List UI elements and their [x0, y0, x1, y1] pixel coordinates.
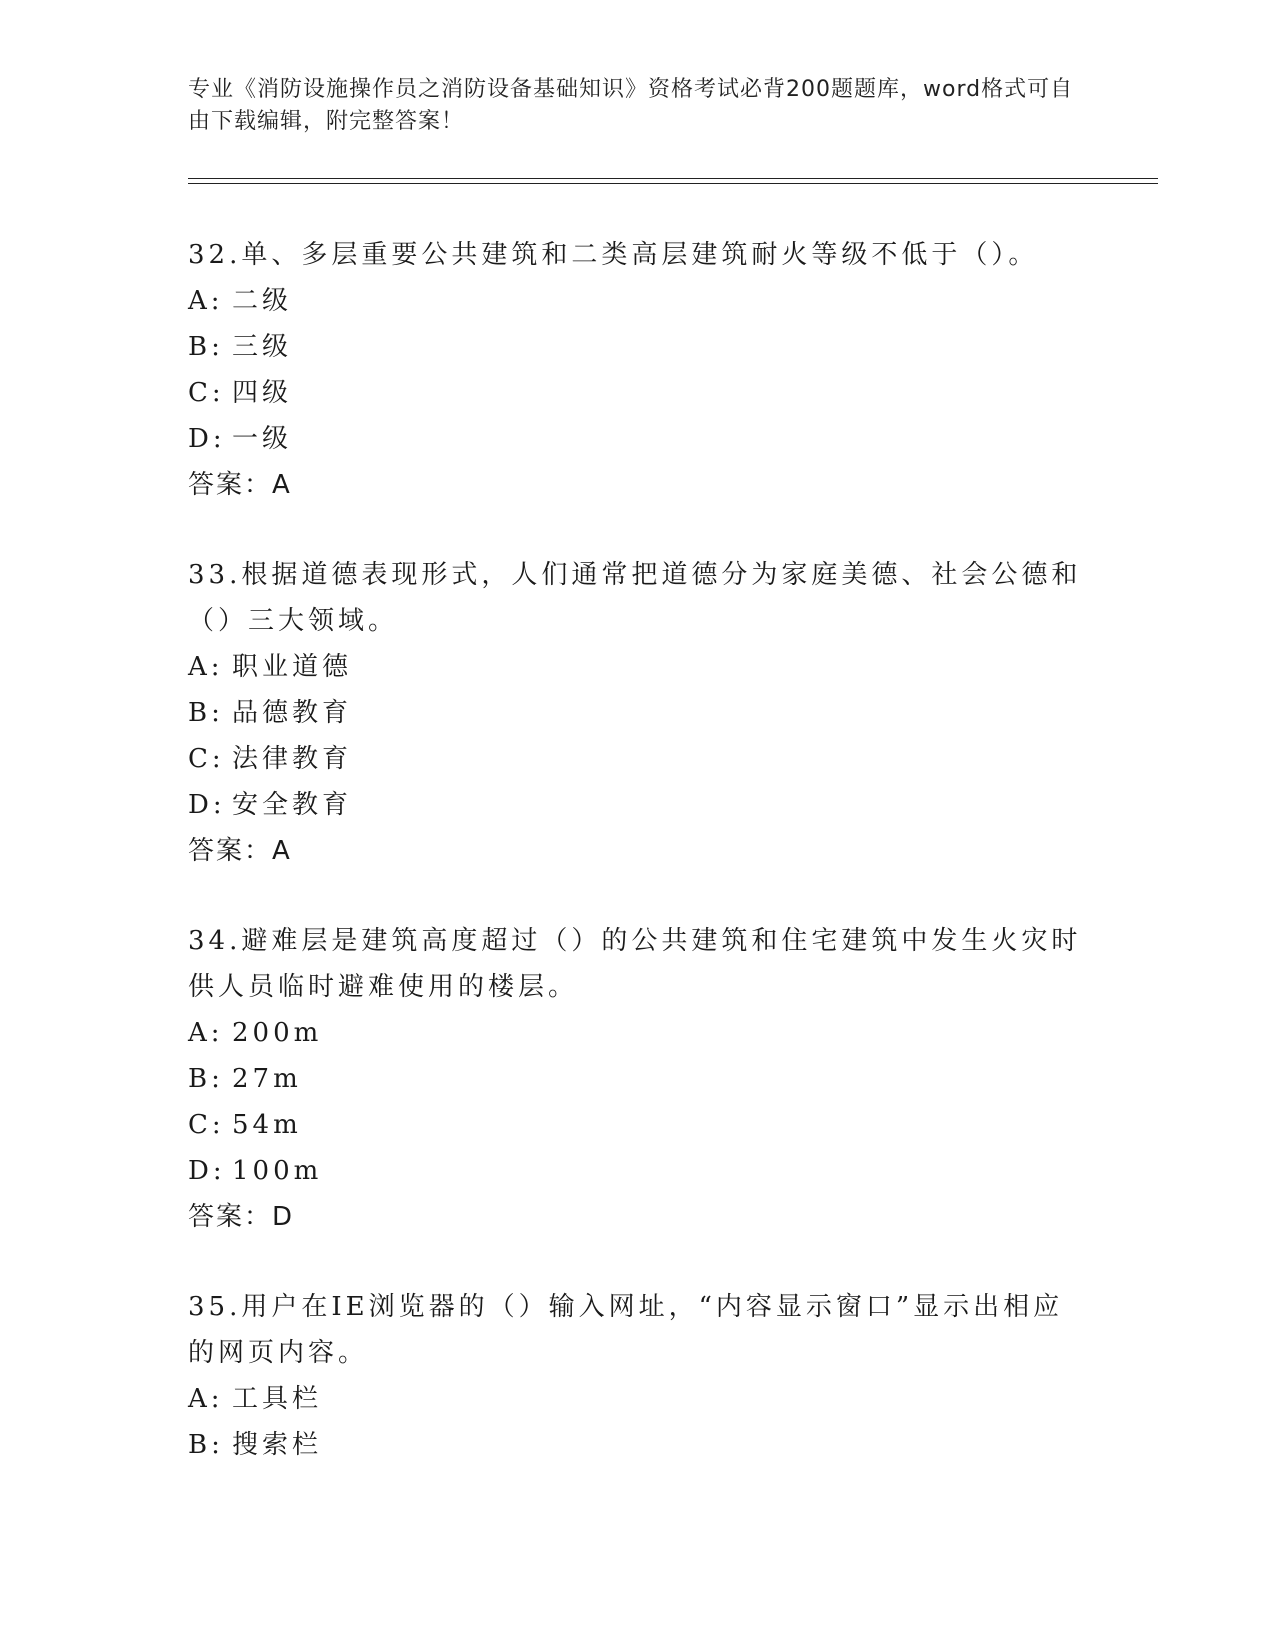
option-letter: B: [188, 1430, 224, 1460]
question-stem: 32.单、多层重要公共建筑和二类高层建筑耐火等级不低于（）。 [188, 240, 1039, 270]
option-a [188, 278, 1088, 324]
option-text: 27m [232, 1064, 302, 1094]
question-33 [188, 552, 1088, 874]
option-letter: A: [188, 1018, 224, 1048]
option-b [188, 1056, 1088, 1102]
option-b [188, 690, 1088, 736]
question-stem: 34.避难层是建筑高度超过（）的公共建筑和住宅建筑中发生火灾时供人员临时避难使用的楼层。 [188, 926, 1082, 1002]
option-text: 54m [232, 1110, 302, 1140]
option-text: 搜索栏 [232, 1430, 323, 1460]
answer-line: 答案：A [188, 470, 292, 500]
option-c [188, 1102, 1088, 1148]
option-text: 100m [232, 1156, 323, 1186]
option-b [188, 1422, 1088, 1468]
option-letter: D: [188, 1156, 226, 1186]
option-letter: B: [188, 698, 224, 728]
option-letter: D: [188, 790, 226, 820]
option-a [188, 1376, 1088, 1422]
option-d [188, 1148, 1088, 1194]
option-letter: A: [188, 1384, 224, 1414]
option-c [188, 736, 1088, 782]
option-text: 200m [232, 1018, 323, 1048]
header-intro-text: 专业《消防设施操作员之消防设备基础知识》资格考试必背200题题库，word格式可自由下载编辑，附完整答案！ [188, 77, 1074, 134]
option-letter: A: [188, 286, 224, 316]
option-text: 法律教育 [232, 744, 353, 774]
option-text: 职业道德 [232, 652, 353, 682]
answer-line: 答案：A [188, 836, 292, 866]
question-stem: 35.用户在IE浏览器的（）输入网址，“内容显示窗口”显示出相应的网页内容。 [188, 1292, 1064, 1368]
option-letter: C: [188, 744, 225, 774]
option-c [188, 370, 1088, 416]
option-text: 一级 [232, 424, 293, 454]
option-text: 安全教育 [232, 790, 353, 820]
answer-line: 答案：D [188, 1202, 295, 1232]
option-letter: C: [188, 1110, 225, 1140]
option-d [188, 782, 1088, 828]
option-a [188, 644, 1088, 690]
option-text: 工具栏 [232, 1384, 323, 1414]
question-35 [188, 1284, 1088, 1468]
option-text: 四级 [232, 378, 293, 408]
option-letter: B: [188, 1064, 224, 1094]
question-32 [188, 232, 1088, 508]
option-b [188, 324, 1088, 370]
option-text: 二级 [232, 286, 293, 316]
header-divider-bottom [188, 183, 1158, 184]
header-divider-top [188, 178, 1158, 179]
option-a [188, 1010, 1088, 1056]
option-letter: A: [188, 652, 224, 682]
option-letter: D: [188, 424, 226, 454]
option-letter: C: [188, 378, 225, 408]
question-34 [188, 918, 1088, 1240]
option-text: 品德教育 [232, 698, 353, 728]
question-list [188, 232, 1088, 1512]
option-text: 三级 [232, 332, 293, 362]
option-d [188, 416, 1088, 462]
document-header [188, 74, 1088, 138]
option-letter: B: [188, 332, 224, 362]
question-stem: 33.根据道德表现形式，人们通常把道德分为家庭美德、社会公德和（）三大领域。 [188, 560, 1082, 636]
